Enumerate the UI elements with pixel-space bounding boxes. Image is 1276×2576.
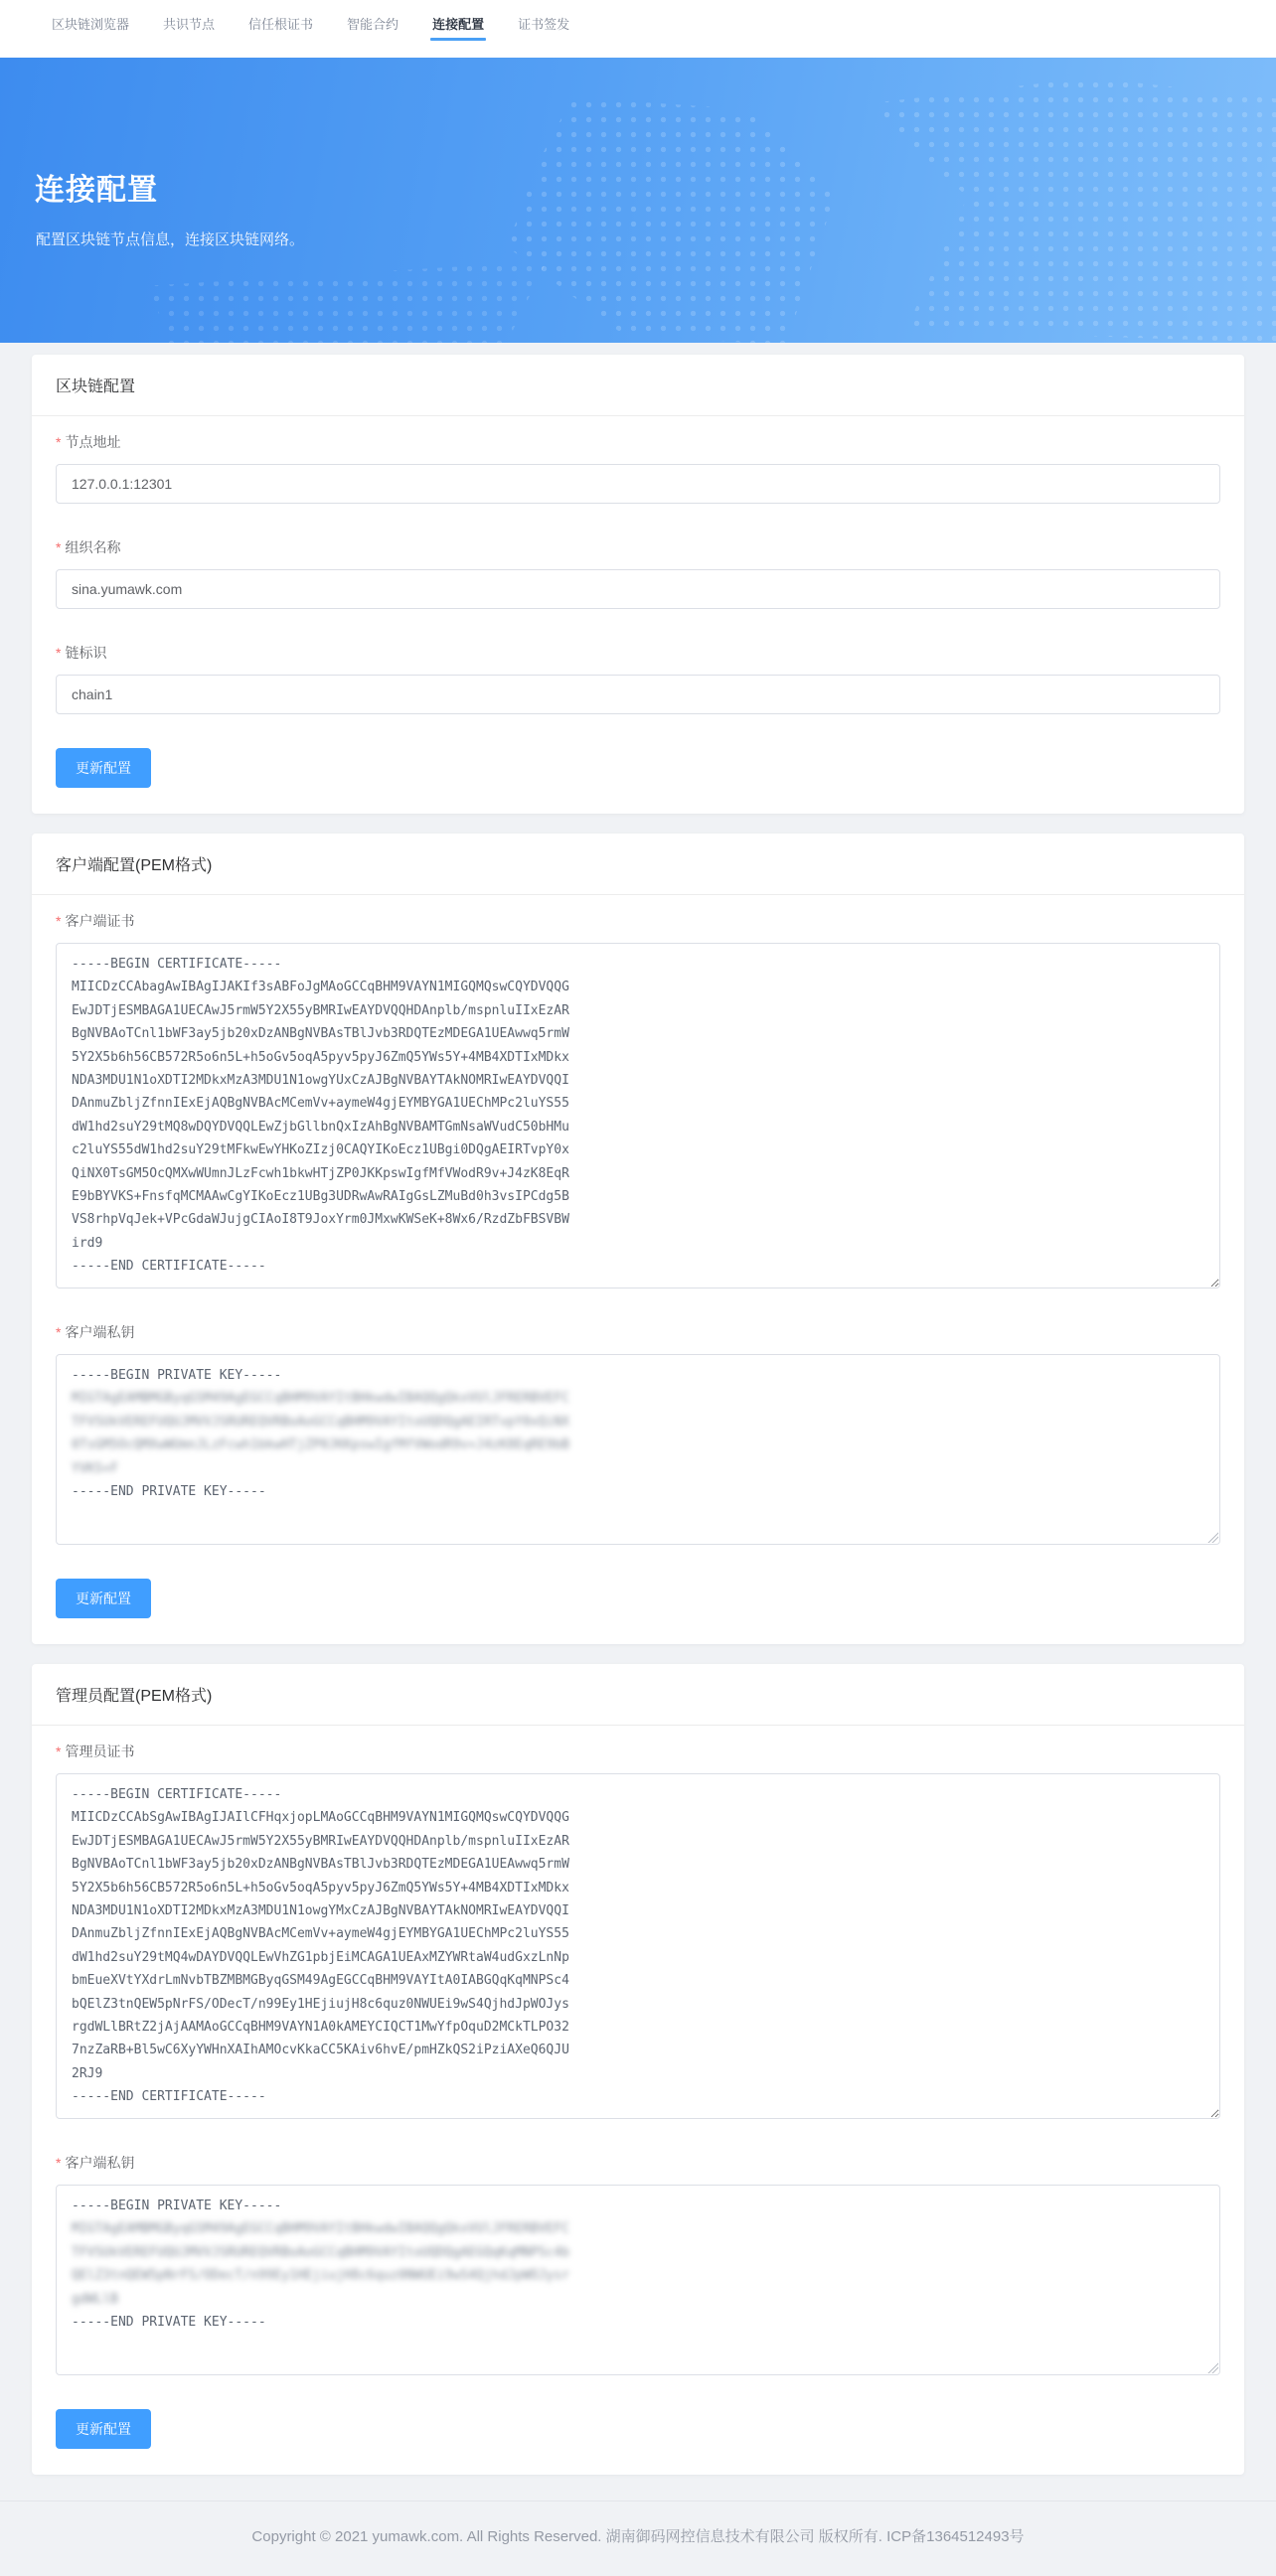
page-title: 连接配置 [35,174,158,207]
tab-consensus-nodes[interactable]: 共识节点 [163,17,216,32]
blockchain-config-card [32,355,1244,814]
redacted-key-line: 0TsGM5OcQMXwWUmnJLzFcwh1bkwHTjZP0JKKpswIgfMfVWodR9v+J4zK8EqRE9bB [72,1438,569,1453]
client-cert-label: 客户端证书 [65,913,135,929]
admin-key-textarea[interactable] [56,2185,1220,2375]
admin-key-label: 客户端私钥 [65,2155,135,2171]
client-cert-textarea[interactable] [56,943,1220,1288]
private-key-end-marker: -----END PRIVATE KEY----- [72,2315,266,2331]
top-navigation [0,0,1276,58]
tab-smart-contract[interactable]: 智能合约 [347,17,399,32]
textarea-resize-handle[interactable] [1206,2361,1218,2373]
redacted-key-line: MIGTAgEAMBMGByqGSM49AgEGCCqBHM9VAYItBHkwdwIBAQQgQkxVUlJFRERBVEFC [72,2221,569,2237]
private-key-begin-marker: -----BEGIN PRIVATE KEY----- [72,2198,282,2213]
admin-cert-textarea[interactable] [56,1773,1220,2119]
chain-id-field-group [56,643,1220,714]
card-title-client-config: 客户端配置(PEM格式) [32,833,1244,895]
redacted-key-line: gdWLlB [72,2291,118,2307]
private-key-end-marker: -----END PRIVATE KEY----- [72,1484,266,1500]
client-key-field-group [56,1322,1220,1545]
admin-cert-label: 管理员证书 [65,1743,135,1759]
required-asterisk: * [56,645,62,661]
update-config-button-blockchain[interactable]: 更新配置 [56,748,151,788]
chain-id-input[interactable] [56,675,1220,714]
admin-key-field-group [56,2153,1220,2375]
required-asterisk: * [56,1743,62,1759]
world-map-dots-pattern [507,97,835,343]
node-address-input[interactable] [56,464,1220,504]
required-asterisk: * [56,434,62,450]
admin-cert-field-group [56,1742,1220,2119]
redacted-key-line: TFVSUkVEREFUQUJMVVJSRUREQVRBoAoGCCqBHM9VAYItoUQDQgAEGQqKqMNPSc4b [72,2244,569,2260]
client-cert-field-group [56,911,1220,1288]
footer [0,2500,1276,2576]
copyright-text: Copyright © 2021 yumawk.com. All Rights Reserved. 湖南御码网控信息技术有限公司 版权所有. ICP备1364512493号 [251,2528,1025,2545]
tab-cert-issuance[interactable]: 证书签发 [518,17,570,32]
textarea-resize-handle[interactable] [1206,1531,1218,1543]
tab-blockchain-explorer[interactable]: 区块链浏览器 [52,17,130,32]
required-asterisk: * [56,1324,62,1340]
tab-connection-config[interactable]: 连接配置 [430,10,486,47]
card-title-admin-config: 管理员配置(PEM格式) [32,1664,1244,1726]
chain-id-label: 链标识 [65,645,107,661]
redacted-key-line: TFVSUkVEREFUQUJMVVJSRUREQVRBoAoGCCqBHM9VAYItoUQDQgAEIRTvpY0xQiNX [72,1414,569,1430]
page-subtitle: 配置区块链节点信息，连接区块链网络。 [36,231,305,248]
world-map-dots-pattern [865,77,1276,343]
world-map-dots-pattern [149,261,547,343]
client-config-card [32,833,1244,1644]
redacted-key-line: QElZ3tnQEW5pNrFS/ODecT/n99Ey1HEjiujH8c6quz0NWUEi9wS4QjhdJpWOJysr [72,2268,569,2284]
redacted-key-line: YVKS+F [72,1460,118,1476]
card-title-blockchain-config: 区块链配置 [32,355,1244,416]
client-key-label: 客户端私钥 [65,1324,135,1340]
tab-trust-root-cert[interactable]: 信任根证书 [248,17,314,32]
required-asterisk: * [56,913,62,929]
org-name-input[interactable] [56,569,1220,609]
node-address-label: 节点地址 [65,434,121,450]
org-name-label: 组织名称 [65,539,121,555]
client-key-textarea[interactable] [56,1354,1220,1545]
hero-banner [0,58,1276,343]
main-content [0,343,1276,2475]
private-key-begin-marker: -----BEGIN PRIVATE KEY----- [72,1368,282,1383]
required-asterisk: * [56,539,62,555]
node-address-field-group [56,432,1220,504]
update-config-button-admin[interactable]: 更新配置 [56,2409,151,2449]
admin-config-card [32,1664,1244,2475]
required-asterisk: * [56,2155,62,2171]
update-config-button-client[interactable]: 更新配置 [56,1579,151,1618]
redacted-key-line: MIGTAgEAMBMGByqGSM49AgEGCCqBHM9VAYItBHkwdwIBAQQgQkxVUlJFRERBVEFC [72,1391,569,1407]
org-name-field-group [56,537,1220,609]
